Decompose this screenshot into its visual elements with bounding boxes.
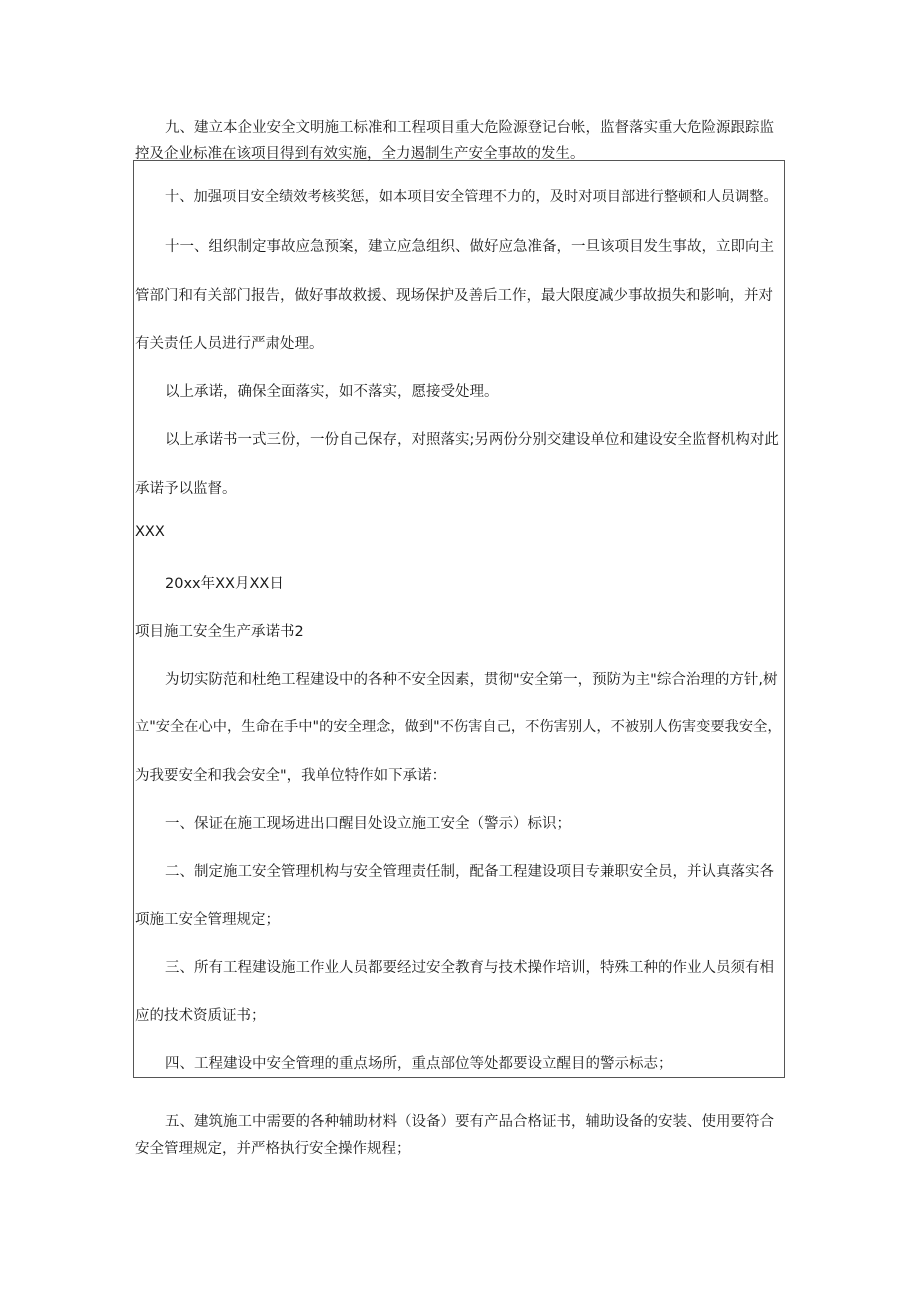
item-5-line-1: 五、建筑施工中需要的各种辅助材料（设备）要有产品合格证书，辅助设备的安装、使用要符合 xyxy=(165,1114,774,1130)
intro-line-2: 立"安全在心中，生命在手中"的安全理念，做到"不伤害自己，不伤害别人，不被别人伤害变要我安全， xyxy=(135,719,782,735)
para-11-line-1: 十一、组织制定事故应急预案，建立应急组织、做好应急准备，一旦该项目发生事故，立即向主 xyxy=(165,239,774,255)
item-2-line-2: 项施工安全管理规定； xyxy=(135,912,280,928)
item-3-line-2: 应的技术资质证书； xyxy=(135,1008,266,1024)
section-title: 项目施工安全生产承诺书2 xyxy=(135,624,304,640)
item-2-line-1: 二、制定施工安全管理机构与安全管理责任制，配备工程建设项目专兼职安全员，并认真落实各 xyxy=(165,864,774,880)
promise-statement: 以上承诺，确保全面落实，如不落实，愿接受处理。 xyxy=(165,384,499,400)
copies-line-2: 承诺予以监督。 xyxy=(135,481,237,497)
para-11-line-2: 管部门和有关部门报告，做好事故救援、现场保护及善后工作，最大限度减少事故损失和影响，并对 xyxy=(135,288,773,304)
item-4: 四、工程建设中安全管理的重点场所，重点部位等处都要设立醒目的警示标志； xyxy=(165,1056,673,1072)
item-5-line-2: 安全管理规定，并严格执行安全操作规程； xyxy=(135,1141,411,1157)
item-3-line-1: 三、所有工程建设施工作业人员都要经过安全教育与技术操作培训，特殊工种的作业人员须有相 xyxy=(165,960,774,976)
para-9-line-1: 九、建立本企业安全文明施工标准和工程项目重大危险源登记台帐，监督落实重大危险源跟踪监 xyxy=(165,120,774,136)
para-11-line-3: 有关责任人员进行严肃处理。 xyxy=(135,336,324,352)
signature: XXX xyxy=(135,524,165,540)
item-1: 一、保证在施工现场进出口醒目处设立施工安全（警示）标识； xyxy=(165,816,571,832)
date: 20xx年XX月XX日 xyxy=(165,576,284,592)
para-9-line-2: 控及企业标准在该项目得到有效实施，全力遏制生产安全事故的发生。 xyxy=(135,146,585,162)
para-10: 十、加强项目安全绩效考核奖惩，如本项目安全管理不力的，及时对项目部进行整顿和人员调整。 xyxy=(165,189,778,205)
intro-line-1: 为切实防范和杜绝工程建设中的各种不安全因素，贯彻"安全第一，预防为主"综合治理的方针,树 xyxy=(165,672,778,688)
copies-line-1: 以上承诺书一式三份，一份自己保存，对照落实;另两份分别交建设单位和建设安全监督机构对此 xyxy=(165,432,779,448)
intro-line-3: 为我要安全和我会安全"，我单位特作如下承诺： xyxy=(135,768,447,784)
